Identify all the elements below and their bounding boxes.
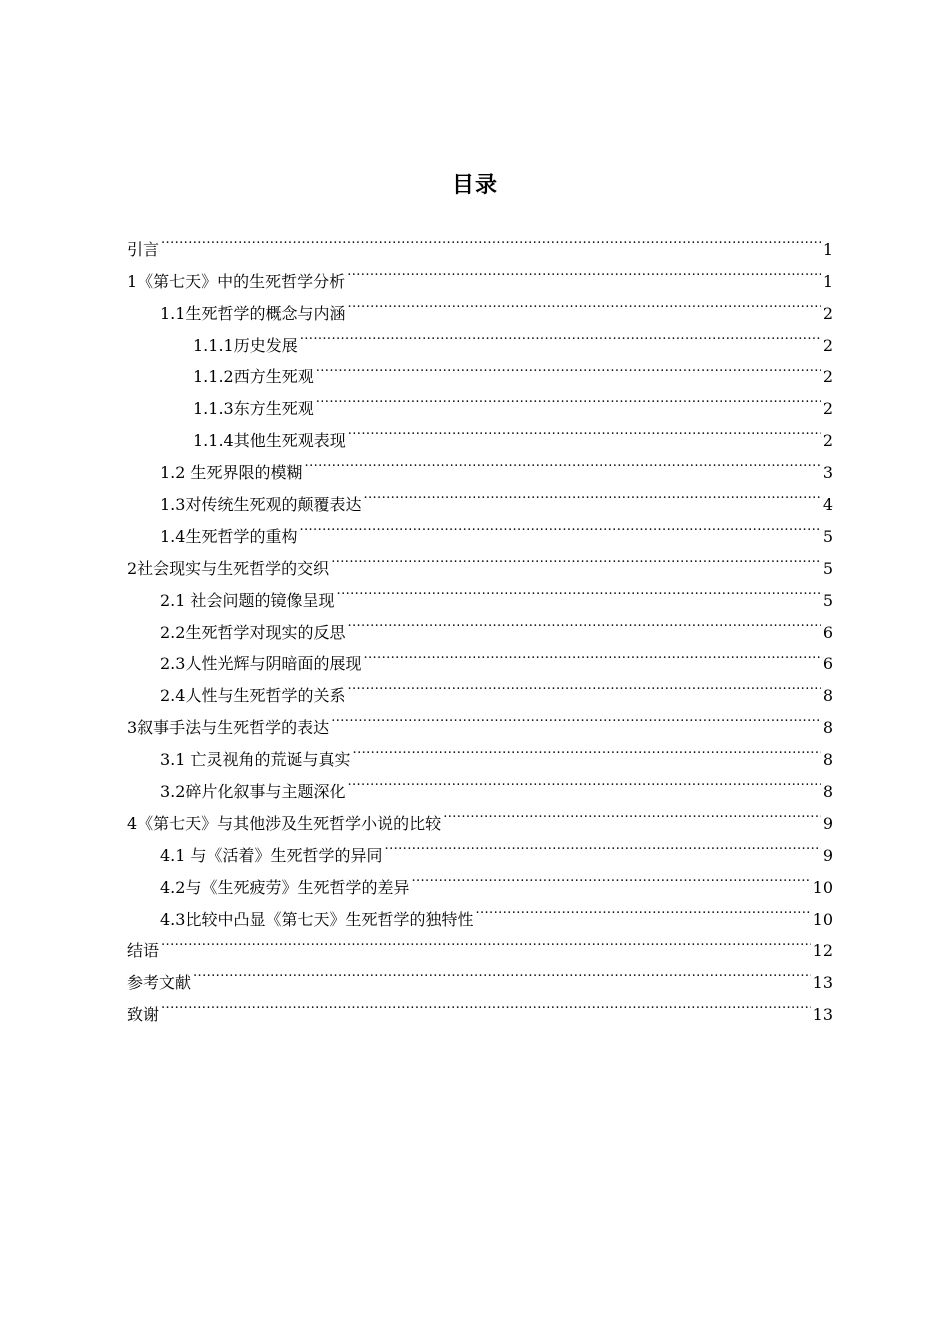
toc-entry-label: 参考文献 (127, 973, 192, 993)
toc-entry-page-number: 1 (822, 271, 833, 291)
dot-leader (161, 223, 821, 255)
toc-entry-page-number: 8 (822, 718, 833, 738)
toc-entry-label: 3叙事手法与生死哲学的表达 (127, 718, 330, 738)
toc-entry-page-number: 13 (812, 1005, 833, 1025)
toc-entry-page-number: 2 (822, 399, 833, 419)
toc-entry-page-number: 2 (822, 431, 833, 451)
dot-leader (347, 287, 820, 319)
toc-entry-label: 1.1.1历史发展 (193, 335, 298, 355)
toc-entry-label: 结语 (127, 941, 160, 961)
toc-entry-label: 3.1 亡灵视角的荒诞与真实 (160, 750, 351, 770)
toc-entry-label: 1《第七天》中的生死哲学分析 (127, 271, 346, 291)
toc-entry[interactable] (127, 255, 833, 291)
toc-entry[interactable] (127, 925, 833, 961)
toc-entry[interactable] (127, 988, 833, 1025)
dot-leader (161, 988, 811, 1020)
toc-entry-label: 4《第七天》与其他涉及生死哲学小说的比较 (127, 813, 442, 833)
toc-entry-page-number: 13 (812, 973, 833, 993)
dot-leader (353, 733, 821, 765)
toc-entry-label: 引言 (127, 239, 160, 259)
toc-entry-page-number: 10 (812, 909, 833, 929)
toc-entry-label: 1.2 生死界限的模糊 (160, 463, 303, 483)
toc-entry-label: 2社会现实与生死哲学的交织 (127, 558, 330, 578)
toc-entry-page-number: 4 (822, 495, 833, 515)
toc-entry-label: 1.3对传统生死观的颠覆表达 (160, 495, 362, 515)
dot-leader (363, 638, 820, 670)
dot-leader (411, 861, 810, 893)
toc-entry-page-number: 9 (822, 845, 833, 865)
toc-entry-page-number: 5 (822, 558, 833, 578)
dot-leader (331, 701, 821, 733)
dot-leader (300, 319, 821, 351)
toc-entry-label: 4.1 与《活着》生死哲学的异同 (160, 845, 383, 865)
toc-entry-label: 1.1生死哲学的概念与内涵 (160, 303, 346, 323)
toc-entry-label: 1.1.3东方生死观 (193, 399, 314, 419)
dot-leader (475, 893, 810, 925)
toc-entry-page-number: 2 (822, 367, 833, 387)
dot-leader (347, 669, 820, 701)
page-title: 目录 (451, 173, 498, 198)
toc-entry-page-number: 9 (822, 813, 833, 833)
toc-entry-label: 2.1 社会问题的镜像呈现 (160, 590, 335, 610)
toc-entry-label: 2.4人性与生死哲学的关系 (160, 686, 346, 706)
toc-entry-page-number: 10 (812, 877, 833, 897)
toc-entry-page-number: 6 (822, 654, 833, 674)
dot-leader (316, 382, 821, 414)
dot-leader (299, 510, 820, 542)
dot-leader (363, 478, 820, 510)
toc-entry-label: 4.2与《生死疲劳》生死哲学的差异 (160, 877, 410, 897)
toc-entry-label: 1.1.4其他生死观表现 (193, 431, 346, 451)
toc-entry-label: 4.3比较中凸显《第七天》生死哲学的独特性 (160, 909, 474, 929)
toc-entry-label: 1.4生死哲学的重构 (160, 526, 298, 546)
toc-entry-label: 2.3人性光辉与阴暗面的展现 (160, 654, 362, 674)
dot-leader (337, 574, 821, 606)
dot-leader (305, 446, 821, 478)
toc-entry-page-number: 8 (822, 782, 833, 802)
toc-entry-page-number: 1 (822, 239, 833, 259)
toc-entry[interactable] (127, 223, 833, 259)
dot-leader (347, 765, 820, 797)
toc-entry-label: 2.2生死哲学对现实的反思 (160, 622, 346, 642)
toc-entry-page-number: 8 (822, 686, 833, 706)
dot-leader (161, 925, 811, 957)
toc-entry-label: 3.2碎片化叙事与主题深化 (160, 782, 346, 802)
toc-entry-page-number: 2 (822, 335, 833, 355)
toc-entry-page-number: 5 (822, 526, 833, 546)
dot-leader (316, 351, 821, 383)
toc-entry-page-number: 5 (822, 590, 833, 610)
toc-entry-label: 1.1.2西方生死观 (193, 367, 314, 387)
dot-leader (443, 797, 821, 829)
dot-leader (347, 606, 820, 638)
dot-leader (348, 414, 821, 446)
toc-entry-page-number: 12 (812, 941, 833, 961)
dot-leader (385, 829, 821, 861)
table-of-contents (127, 223, 833, 1025)
toc-entry-label: 致谢 (127, 1005, 160, 1025)
toc-entry[interactable] (127, 956, 833, 993)
toc-entry-page-number: 3 (822, 463, 833, 483)
toc-entry-page-number: 8 (822, 750, 833, 770)
toc-entry-page-number: 2 (822, 303, 833, 323)
dot-leader (347, 255, 821, 287)
dot-leader (193, 956, 811, 988)
dot-leader (331, 542, 821, 574)
toc-entry-page-number: 6 (822, 622, 833, 642)
